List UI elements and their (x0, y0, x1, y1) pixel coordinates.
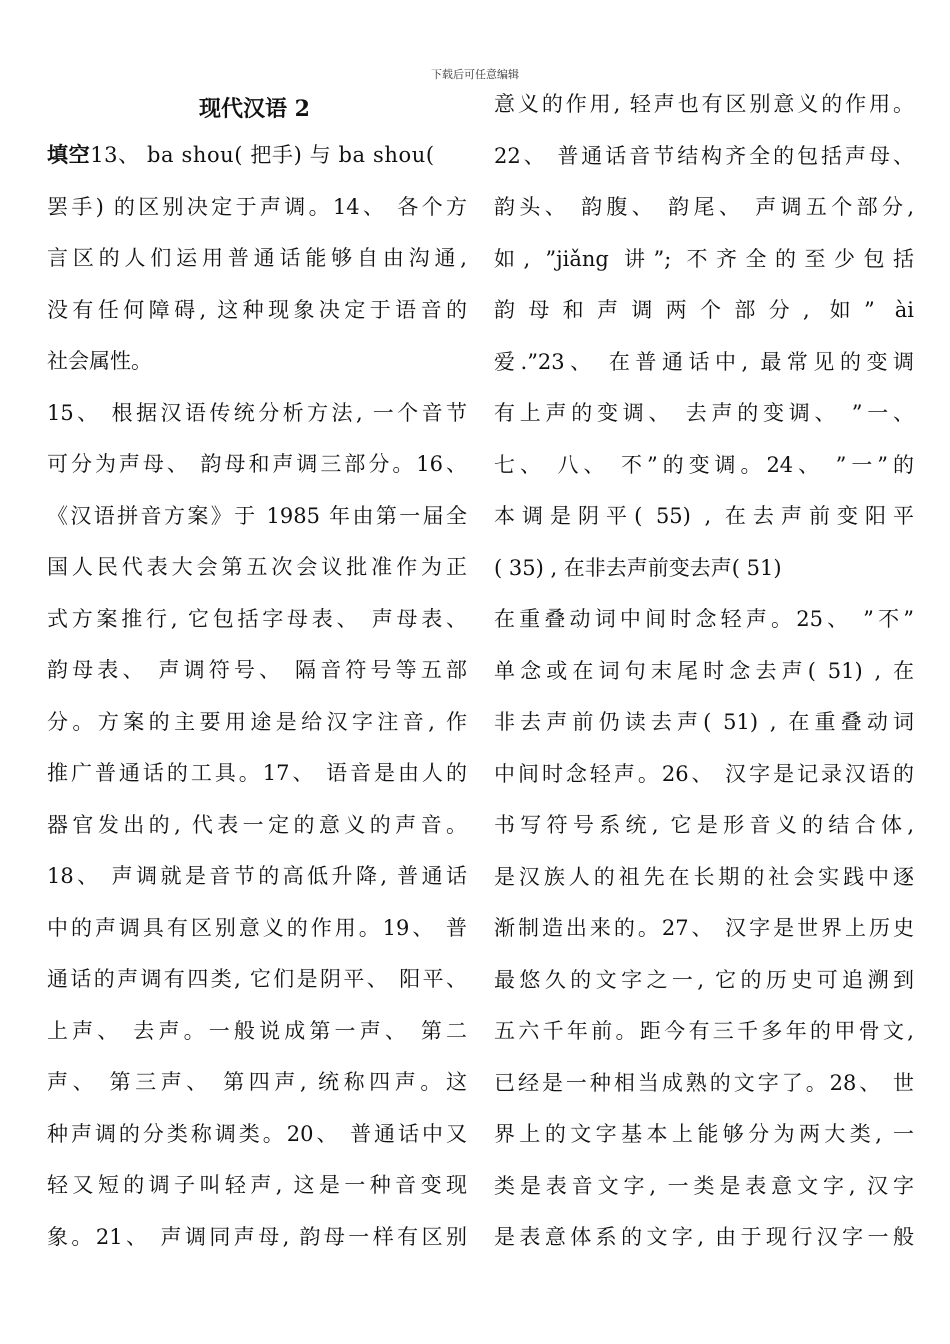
left-column-line: 声、 第三声、 第四声, 统称四声。这 (47, 1070, 467, 1094)
left-column-line: 象。21、 声调同声母, 韵母一样有区别 (47, 1224, 467, 1249)
left-column-line: 种声调的分类称调类。20、 普通话中又 (47, 1121, 467, 1146)
right-column-line: 意义的作用, 轻声也有区别意义的作用。 (494, 92, 914, 116)
right-column-line: 界上的文字基本上能够分为两大类, 一 (494, 1122, 914, 1146)
right-column-line: 单念或在词句末尾时念去声( 51) , 在 (494, 658, 914, 683)
left-column-line: 社会属性。 (47, 349, 152, 373)
right-column-line: 最悠久的文字之一, 它的历史可追溯到 (494, 967, 914, 992)
left-column-line: 通话的声调有四类, 它们是阴平、 阳平、 (47, 967, 467, 991)
left-column-line: 《汉语拼音方案》于 1985 年由第一届全 (47, 503, 467, 528)
section-label: 填空 (47, 142, 91, 167)
line-text: 13、 ba shou( 把手) 与 ba shou( (90, 143, 435, 167)
left-column-line (47, 141, 467, 169)
left-column-line: 罢手) 的区别决定于声调。14、 各个方 (47, 194, 467, 219)
page-header: 下载后可任意编辑 (431, 68, 519, 81)
left-column-line: 没有任何障碍, 这种现象决定于语音的 (47, 297, 467, 322)
right-column-line: ( 35) , 在非去声前变去声( 51) (494, 555, 782, 580)
right-column-line: 渐制造出来的。27、 汉字是世界上历史 (494, 916, 914, 940)
right-column-line: 七、 八、 不”的变调。24、 ”一”的 (494, 452, 914, 477)
right-column-line: 本调是阴平( 55) , 在去声前变阳平 (494, 504, 914, 528)
right-column-line: 已经是一种相当成熟的文字了。28、 世 (494, 1070, 914, 1095)
right-column-line: 五六千年前。距今有三千多年的甲骨文, (494, 1019, 914, 1043)
left-column-line: 分。方案的主要用途是给汉字注音, 作 (47, 709, 467, 734)
right-column-line: 22、 普通话音节结构齐全的包括声母、 (494, 143, 914, 168)
left-column-line: 推广普通话的工具。17、 语音是由人的 (47, 761, 467, 785)
left-column-line: 15、 根据汉语传统分析方法, 一个音节 (47, 400, 467, 425)
right-column-line: 韵母和声调两个部分, 如” ài (494, 298, 914, 322)
left-column-line: 中的声调具有区别意义的作用。19、 普 (47, 915, 467, 940)
left-column-line: 上声、 去声。一般说成第一声、 第二 (47, 1018, 467, 1043)
right-column-line: 如, ”jiǎng 讲”; 不齐全的至少包括 (494, 246, 914, 271)
left-column-line: 韵母表、 声调符号、 隔音符号等五部 (47, 658, 467, 682)
right-column-line: 爱.”23、 在普通话中, 最常见的变调 (494, 349, 914, 374)
left-column-line: 轻又短的调子叫轻声, 这是一种音变现 (47, 1173, 467, 1197)
left-column-line: 国人民代表大会第五次会议批准作为正 (47, 555, 467, 579)
right-column-line: 韵头、 韵腹、 韵尾、 声调五个部分, (494, 195, 914, 219)
left-column-line: 式方案推行, 它包括字母表、 声母表、 (47, 606, 467, 631)
right-column-line: 是表意体系的文字, 由于现行汉字一般 (494, 1225, 914, 1249)
right-column-line: 在重叠动词中间时念轻声。25、 ”不” (494, 607, 914, 631)
left-column-line: 可分为声母、 韵母和声调三部分。16、 (47, 452, 467, 476)
right-column-line: 书写符号系统, 它是形音义的结合体, (494, 813, 914, 837)
right-column-line: 是汉族人的祖先在长期的社会实践中逐 (494, 864, 914, 889)
right-column-line: 有上声的变调、 去声的变调、 ”一、 (494, 401, 914, 425)
right-column-line: 中间时念轻声。26、 汉字是记录汉语的 (494, 761, 914, 786)
right-column-line: 非去声前仍读去声( 51) , 在重叠动词 (494, 710, 914, 734)
right-column-line: 类是表音文字, 一类是表意文字, 汉字 (494, 1173, 914, 1198)
left-column-line: 18、 声调就是音节的高低升降, 普通话 (47, 864, 467, 888)
left-column-line: 言区的人们运用普通话能够自由沟通, (47, 246, 467, 270)
left-column-line: 器官发出的, 代表一定的意义的声音。 (47, 812, 467, 837)
document-title: 现代汉语 2 (199, 96, 310, 122)
